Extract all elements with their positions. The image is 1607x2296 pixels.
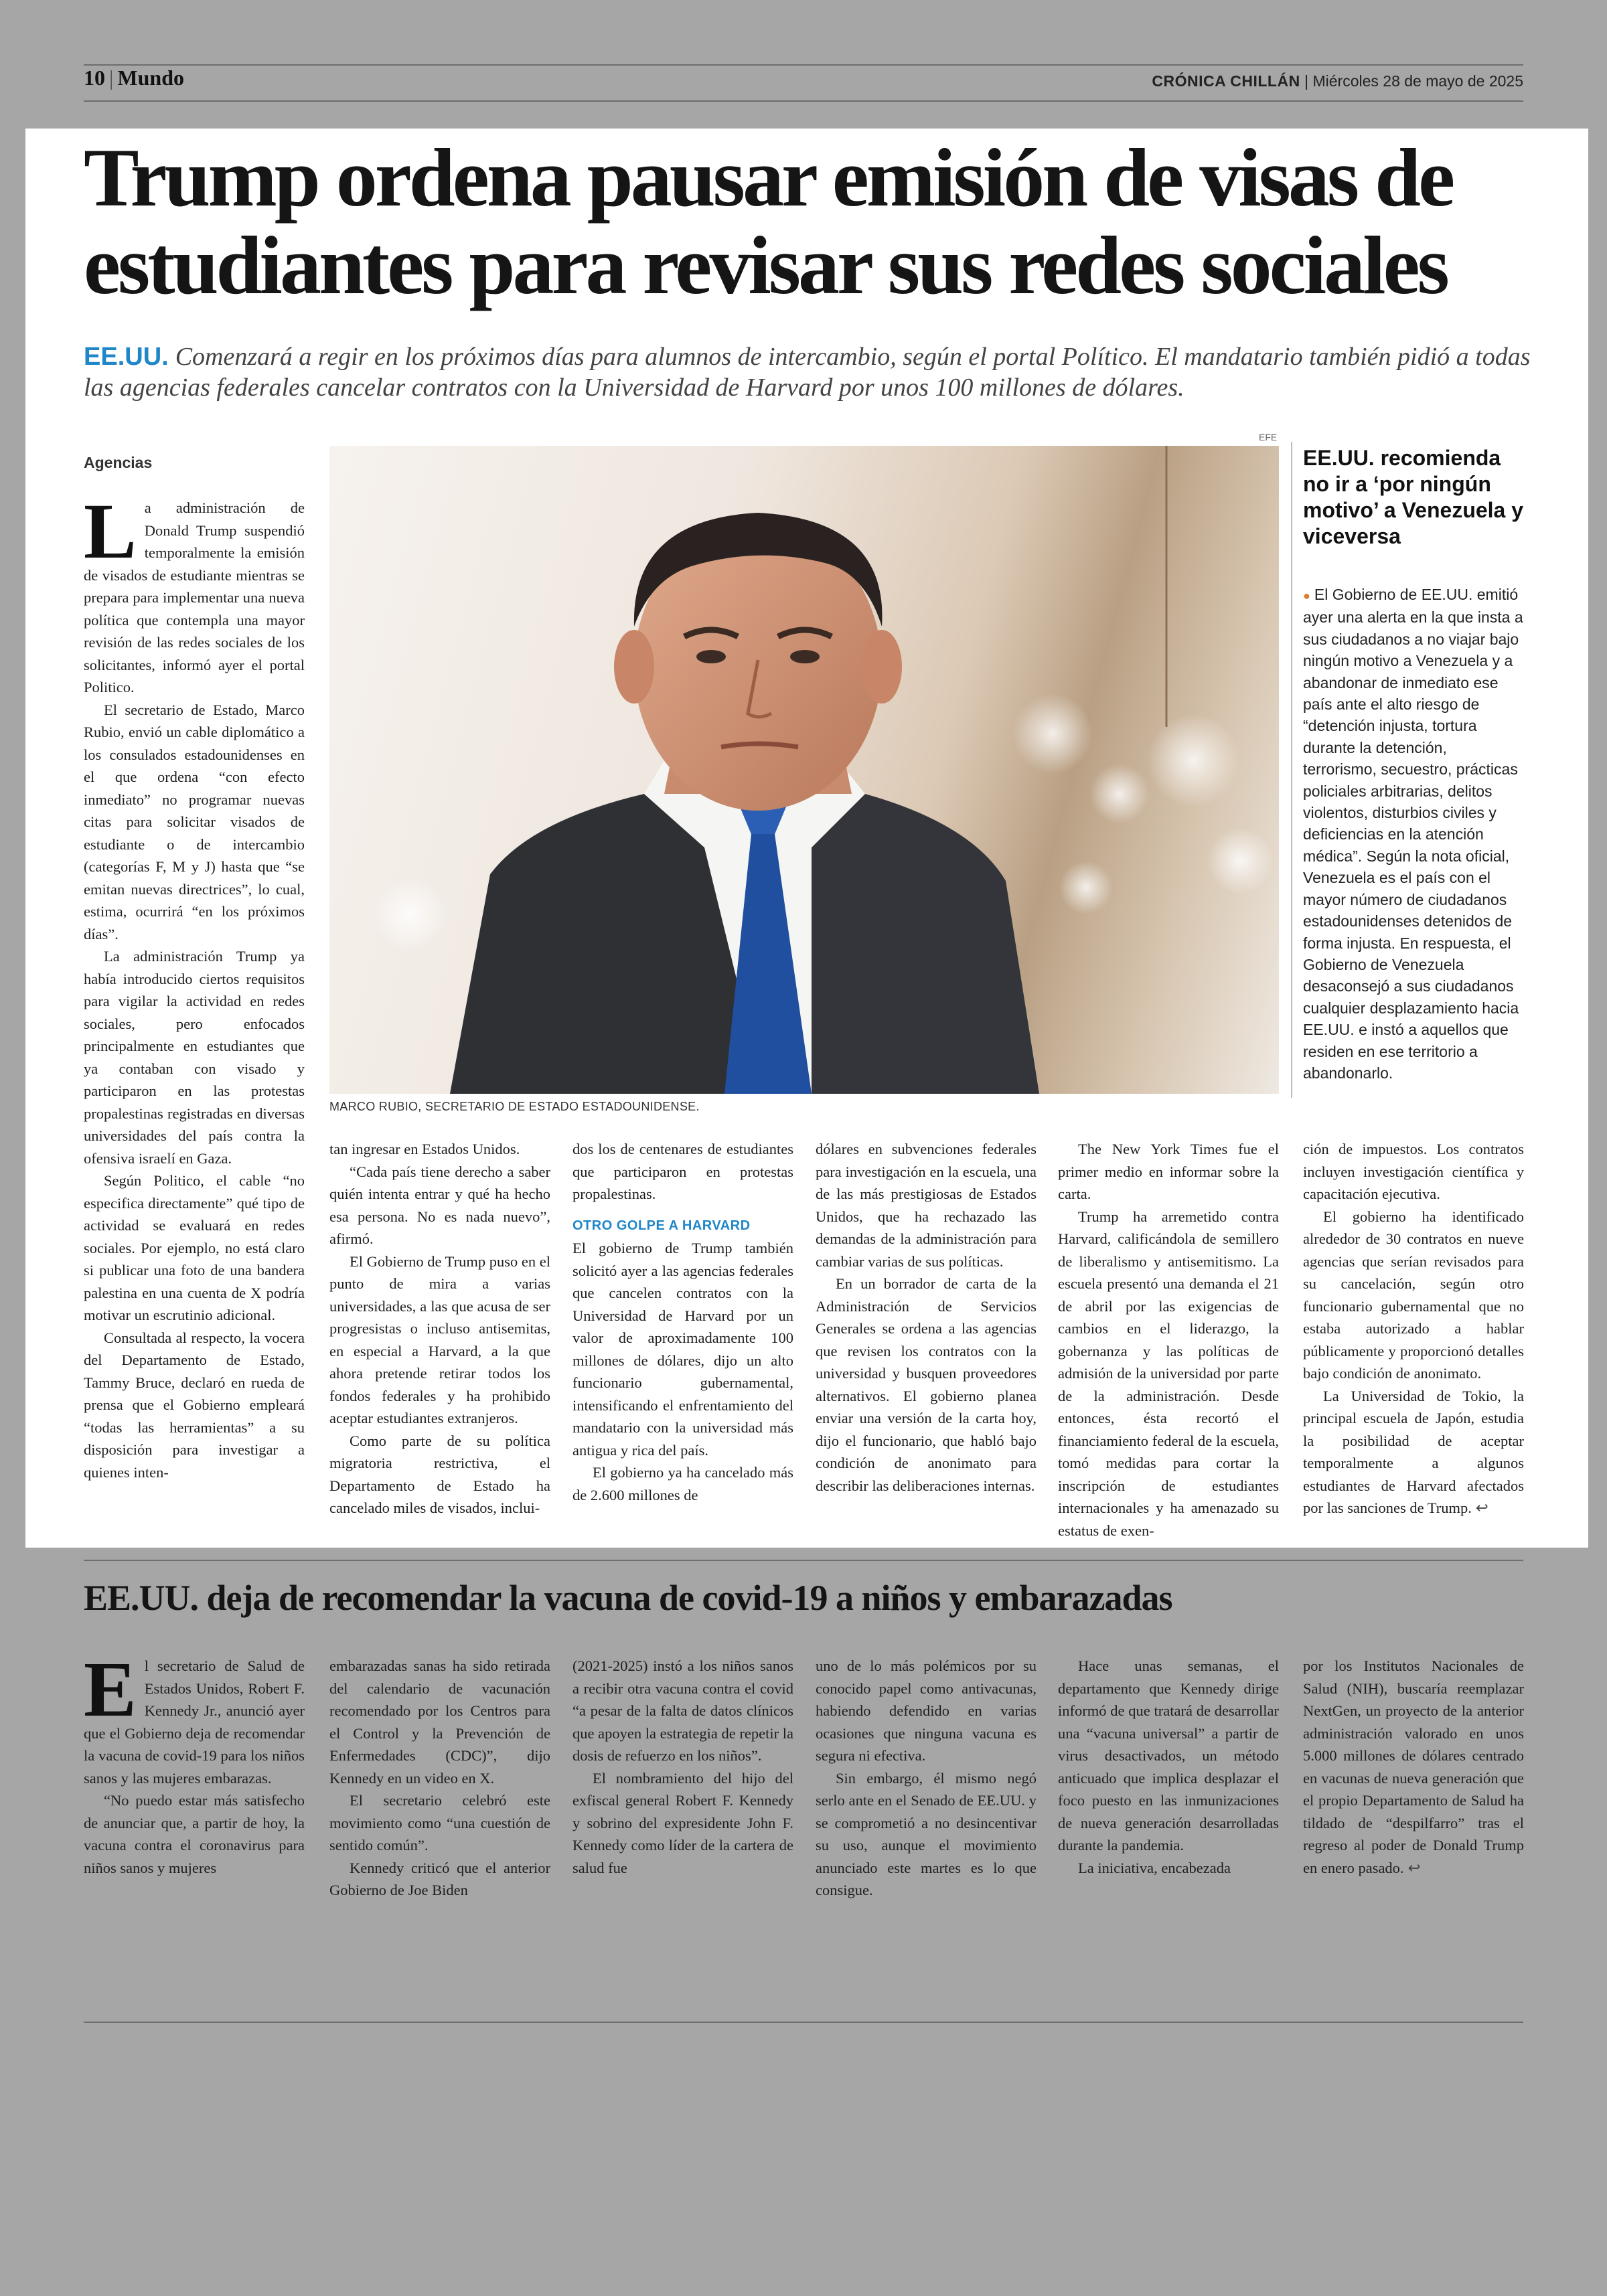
date-strip: CRÓNICA CHILLÁN | Miércoles 28 de mayo de 2025 xyxy=(1152,72,1523,90)
deck-text: Comenzará a regir en los próximos días para alumnos de intercambio, según el portal Político. El mandatario también pidió a todas las agencias federales cancelar contratos con la Universidad de Harvard por unos 100 millones de dólares. xyxy=(84,343,1531,402)
second-column-1 xyxy=(84,1645,305,1879)
sidebar-title: EE.UU. recomienda no ir a ‘por ningún motivo’ a Venezuela y viceversa xyxy=(1303,446,1524,548)
publication-date: Miércoles 28 de mayo de 2025 xyxy=(1312,72,1523,90)
paragraph: El gobierno ya ha cancelado más de 2.600 millones de xyxy=(572,1464,793,1503)
paragraph: tan ingresar en Estados Unidos. xyxy=(329,1141,520,1157)
paragraph: (2021-2025) instó a los niños sanos a recibir otra vacuna contra el covid “a pesar de la falta de datos clínicos que apoyen la estrategia de repetir la dosis de refuerzo en los niños”. xyxy=(572,1657,793,1764)
main-column-5 xyxy=(1058,1138,1279,1542)
main-headline: Trump ordena pausar emisión de visas de estudiantes para revisar sus redes sociales xyxy=(84,132,1453,311)
bottom-rule xyxy=(84,2022,1523,2023)
paragraph: embarazadas sanas ha sido retirada del calendario de vacunación recomendado por los Centros para el Control y la Prevención de Enfermedades (CDC)”, dijo Kennedy en un video en X. xyxy=(329,1657,550,1787)
drop-cap: E xyxy=(84,1645,137,1733)
second-article-rule xyxy=(84,1560,1523,1561)
sidebar-body xyxy=(1303,584,1524,1084)
main-deck xyxy=(84,341,1543,403)
paragraph: The New York Times fue el primer medio en informar sobre la carta. xyxy=(1058,1141,1279,1202)
page-number: 10 xyxy=(84,66,105,90)
paragraph: La administración Trump ya había introducido ciertos requisitos para vigilar la actividad en redes sociales, pero enfocados principalmente en estudiantes que ya contaban con visado y participaron en las protestas propalestinas registradas en diversas universidades del país contra la ofensiva israelí en Gaza. xyxy=(84,948,305,1167)
paragraph: dos los de centenares de estudiantes que participaron en protestas propalestinas. xyxy=(572,1141,793,1202)
photo-caption: MARCO RUBIO, SECRETARIO DE ESTADO ESTADOUNIDENSE. xyxy=(329,1100,700,1113)
portrait-illustration xyxy=(329,446,1279,1094)
paragraph: ción de impuestos. Los contratos incluyen investigación científica y capacitación ejecutiva. xyxy=(1303,1141,1524,1202)
paragraph: Consultada al respecto, la vocera del Departamento de Estado, Tammy Bruce, declaró en rueda de prensa que el Gobierno empleará “todas las herramientas” a su disposición para investigar a quienes inten- xyxy=(84,1329,305,1481)
marco-rubio-photo xyxy=(329,446,1279,1094)
paragraph: Trump ha arremetido contra Harvard, calificándola de semillero de liberalismo y antisemitismo. La escuela presentó una demanda el 21 de abril por las exigencias de cambios en el liderazgo, la gobernanza y las políticas de admisión de la universidad por parte de la administración. Desde entonces, ésta recortó el financiamiento federal de la escuela, tomó medidas para cortar la inscripción de estudiantes internacionales y ha amenazado su estatus de exen- xyxy=(1058,1208,1279,1539)
paragraph: El gobierno ha identificado alrededor de 30 contratos en nueve agencias que serían revisados para su cancelación, según otro funcionario gubernamental que no estaba autorizado a hablar públicamente y proporcionó detalles bajo condición de anonimato. xyxy=(1303,1208,1524,1382)
paragraph: Según Politico, el cable “no especifica directamente” qué tipo de actividad se evaluará en redes sociales. Por ejemplo, no está claro si publicar una foto de una bandera palestina en una cuenta de X podría motivar un escrutinio adicional. xyxy=(84,1172,305,1323)
second-column-6 xyxy=(1303,1655,1524,1879)
paragraph: La administración de Donald Trump suspendió temporalmente la emisión de visados de estudiante mientras se prepara para implementar una nueva política que contempla una mayor revisión de las redes sociales de los solicitantes, informó ayer el portal Politico. xyxy=(84,487,305,695)
paragraph: uno de lo más polémicos por su conocido papel como antivacunas, habiendo defendido en varias ocasiones que ninguna vacuna es segura ni efectiva. xyxy=(816,1657,1037,1764)
byline: Agencias xyxy=(84,454,153,471)
paragraph: La Universidad de Tokio, la principal escuela de Japón, estudia la posibilidad de aceptar temporalmente a algunos estudiantes de Harvard afectados por las sanciones de Trump. ↩ xyxy=(1303,1387,1524,1516)
paragraph: Sin embargo, él mismo negó serlo ante en el Senado de EE.UU. y se comprometió a no desincentivar su uso, aunque el movimiento anunciado este martes es lo que consigue. xyxy=(816,1769,1037,1898)
deck-kicker: EE.UU. xyxy=(84,343,169,371)
second-column-3 xyxy=(572,1655,793,1879)
paragraph: El secretario de Estado, Marco Rubio, envió un cable diplomático a los consulados estadounidenses en el que ordena “con efecto inmediato” no programar nuevas citas para solicitar visados de estudiante o de intercambio (categorías F, M y J) hasta que “se emitan nuevas directrices”, lo cual, estima, ocurrirá “en los próximos días”. xyxy=(84,701,305,942)
paragraph: dólares en subvenciones federales para investigación en la escuela, una de las más prestigiosas de Estados Unidos, que ha rechazado las demandas de la administración para cambiar varias de sus políticas. xyxy=(816,1141,1037,1270)
paragraph: El secretario de Salud de Estados Unidos, Robert F. Kennedy Jr., anunció ayer que el Gobierno deja de recomendar la vacuna de covid-19 para los niños sanos y las mujeres embarazas. xyxy=(84,1645,305,1787)
end-mark-icon: ↩ xyxy=(1407,1859,1421,1876)
paragraph: Kennedy criticó que el anterior Gobierno de Joe Biden xyxy=(329,1859,550,1898)
main-column-4 xyxy=(816,1138,1037,1497)
publication-name: CRÓNICA CHILLÁN xyxy=(1152,72,1300,90)
paragraph: El gobierno de Trump también solicitó ayer a las agencias federales que cancelen contratos con la Universidad de Harvard por un valor de aproximadamente 100 millones de dólares, dijo un alto funcionario gubernamental, intensificando el enfrentamiento del mandatario con la universidad más antigua y rica del país. xyxy=(572,1240,793,1459)
paragraph: El secretario celebró este movimiento como “una cuestión de sentido común”. xyxy=(329,1792,550,1854)
main-column-6 xyxy=(1303,1138,1524,1520)
subhead: OTRO GOLPE A HARVARD xyxy=(572,1218,751,1233)
folio xyxy=(84,66,184,90)
header-rule xyxy=(84,100,1523,102)
sidebar-divider xyxy=(1291,442,1292,1098)
main-column-2 xyxy=(329,1138,550,1520)
end-mark-icon: ↩ xyxy=(1475,1499,1488,1516)
paragraph: Como parte de su política migratoria restrictiva, el Departamento de Estado ha cancelado miles de visados, inclui- xyxy=(329,1432,550,1516)
paragraph: “No puedo estar más satisfecho de anunciar que, a partir de hoy, la vacuna contra el coronavirus para niños sanos y mujeres xyxy=(84,1792,305,1876)
second-headline: EE.UU. deja de recomendar la vacuna de covid-19 a niños y embarazadas xyxy=(84,1578,1172,1618)
paragraph: “Cada país tiene derecho a saber quién intenta entrar y qué ha hecho esa persona. No es nada nuevo”, afirmó. xyxy=(329,1163,550,1247)
main-column-3 xyxy=(572,1138,793,1506)
section-name: Mundo xyxy=(117,66,184,90)
sidebar-text: El Gobierno de EE.UU. emitió ayer una alerta en la que insta a sus ciudadanos a no viajar bajo ningún motivo a Venezuela y a abandonar de inmediato ese país ante el alto riesgo de “detención injusta, tortura durante la detención, terrorismo, secuestro, prácticas policiales arbitrarias, delitos violentos, disturbios civiles y deficiencias en la atención médica”. Según la nota oficial, Venezuela es el país con el mayor número de ciudadanos estadounidenses detenidos de forma injusta. En respuesta, el Gobierno de Venezuela desaconsejó a sus ciudadanos cualquier desplazamiento hacia EE.UU. e instó a aquellos que residen en ese territorio a abandonarlo. xyxy=(1303,586,1523,1082)
second-column-4 xyxy=(816,1655,1037,1902)
paragraph: El nombramiento del hijo del exfiscal general Robert F. Kennedy y sobrino del expresidente John F. Kennedy como líder de la cartera de salud fue xyxy=(572,1769,793,1876)
second-column-5 xyxy=(1058,1655,1279,1879)
paragraph: por los Institutos Nacionales de Salud (NIH), buscaría reemplazar NextGen, un proyecto de la anterior administración valorado en unos 5.000 millones de dólares centrado en vacunas de nueva generación que el propio Departamento de Salud ha tildado de “despilfarro” tras el regreso al poder de Donald Trump en enero pasado. ↩ xyxy=(1303,1657,1524,1876)
drop-cap: L xyxy=(84,487,137,575)
paragraph: El Gobierno de Trump puso en el punto de mira a varias universidades, a las que acusa de ser progresistas o incluso antisemitas, en especial a Harvard, a la que ahora pretende retirar todos los fondos federales y ha prohibido aceptar estudiantes extranjeros. xyxy=(329,1252,550,1426)
second-column-2 xyxy=(329,1655,550,1902)
folio-separator: | xyxy=(109,66,114,90)
main-column-1 xyxy=(84,487,305,1483)
paragraph: La iniciativa, encabezada xyxy=(1078,1859,1231,1876)
top-rule xyxy=(84,64,1523,66)
bullet-icon: ● xyxy=(1303,589,1310,602)
paragraph: Hace unas semanas, el departamento que Kennedy dirige informó de que tratará de desarrollar una “vacuna universal” a partir de virus desactivados, un método anticuado que implica desplazar el foco puesto en las inmunizaciones de nueva generación desarrolladas durante la pandemia. xyxy=(1058,1657,1279,1854)
photo-credit: EFE xyxy=(1259,432,1278,442)
paragraph: En un borrador de carta de la Administración de Servicios Generales se ordena a las agencias que revisen los contratos con la universidad y busquen proveedores alternativos. El gobierno planea enviar una versión de la carta hoy, dijo el funcionario, que habló bajo condición de anonimato para describir las deliberaciones internas. xyxy=(816,1275,1037,1494)
